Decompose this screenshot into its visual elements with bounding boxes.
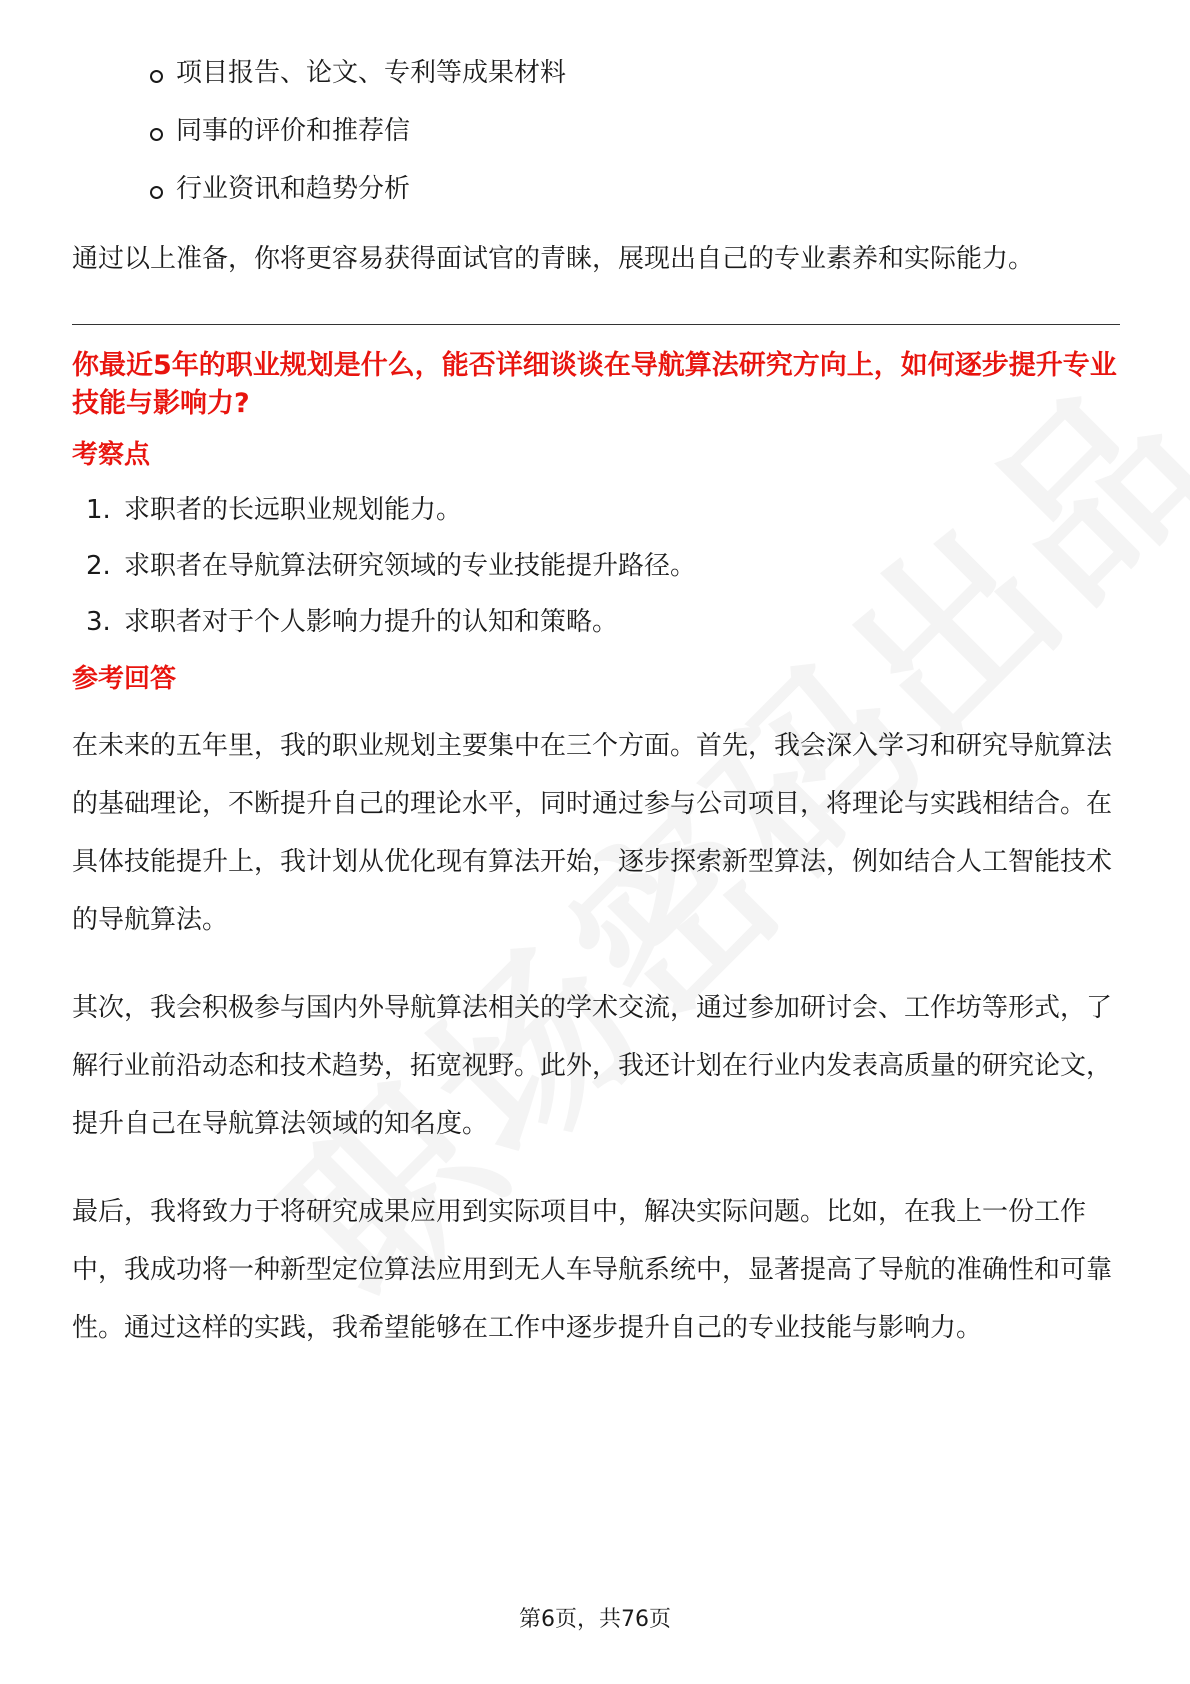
assessment-item: [86, 493, 1120, 527]
item-text: 求职者在导航算法研究领域的专业技能提升路径。: [124, 551, 697, 581]
answer-paragraph: 最后，我将致力于将研究成果应用到实际项目中，解决实际问题。比如，在我上一份工作中，我成功将一种新型定位算法应用到无人车导航系统中，显著提高了导航的准确性和可靠性。通过这样的实践，我希望能够在工作中逐步提升自己的专业技能与影响力。: [72, 1197, 1113, 1343]
item-text: 求职者对于个人影响力提升的认知和策略。: [124, 607, 619, 637]
sub-bullet-item: 同事的评价和推荐信: [150, 114, 1120, 148]
page-content: [72, 56, 1120, 1357]
assessment-list: [72, 493, 1120, 639]
sub-bullet-list: [72, 56, 1120, 206]
intro-paragraph: 通过以上准备，你将更容易获得面试官的青睐，展现出自己的专业素养和实际能力。: [72, 244, 1035, 274]
answer-heading: 参考回答: [72, 664, 177, 694]
question-heading: 你最近5年的职业规划是什么，能否详细谈谈在导航算法研究方向上，如何逐步提升专业技能与影响力?: [72, 350, 1117, 419]
sub-bullet-item: 项目报告、论文、专利等成果材料: [150, 56, 1120, 90]
section-divider: [72, 324, 1120, 325]
item-text: 求职者的长远职业规划能力。: [124, 495, 463, 525]
assessment-item: [86, 605, 1120, 639]
answer-paragraph: 其次，我会积极参与国内外导航算法相关的学术交流，通过参加研讨会、工作坊等形式，了解行业前沿动态和技术趋势，拓宽视野。此外，我还计划在行业内发表高质量的研究论文，提升自己在导航算法领域的知名度。: [72, 993, 1113, 1139]
assessment-item: [86, 549, 1120, 583]
page-footer: 第6页，共76页: [519, 1607, 671, 1632]
item-number: 3.: [86, 607, 111, 637]
sub-bullet-item: 行业资讯和趋势分析: [150, 172, 1120, 206]
item-number: 1.: [86, 495, 111, 525]
item-number: 2.: [86, 551, 111, 581]
answer-paragraph: 在未来的五年里，我的职业规划主要集中在三个方面。首先，我会深入学习和研究导航算法的基础理论，不断提升自己的理论水平，同时通过参与公司项目，将理论与实践相结合。在具体技能提升上，我计划从优化现有算法开始，逐步探索新型算法，例如结合人工智能技术的导航算法。: [72, 731, 1113, 935]
assessment-heading: 考察点: [72, 440, 151, 470]
